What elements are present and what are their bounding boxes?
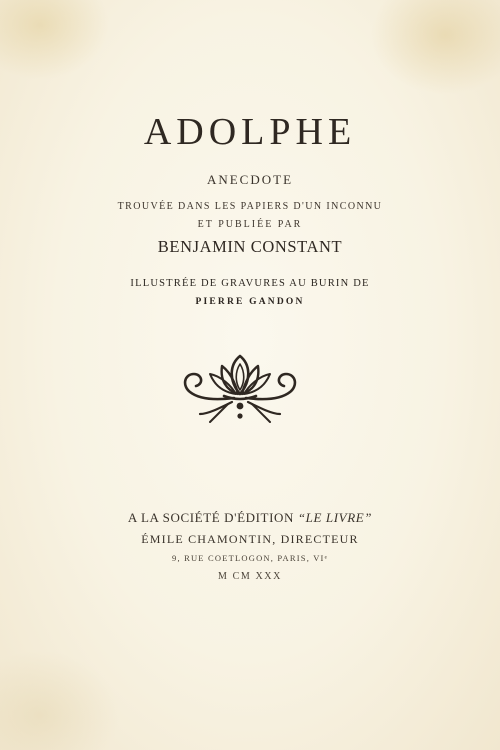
found-line: TROUVÉE DANS LES PAPIERS D'UN INCONNU xyxy=(117,201,383,212)
author-name: BENJAMIN CONSTANT xyxy=(157,237,343,256)
illustrator-name: PIERRE GANDON xyxy=(195,297,305,307)
publisher-prefix: A LA SOCIÉTÉ D'ÉDITION xyxy=(127,510,298,525)
publisher-line xyxy=(0,510,500,526)
paper-stain xyxy=(0,650,120,750)
paper-stain xyxy=(370,0,500,95)
published-line: ET PUBLIÉE PAR xyxy=(197,219,303,230)
publication-year: M CM XXX xyxy=(218,571,282,582)
publisher-name: “LE LIVRE” xyxy=(297,510,373,525)
paper-stain xyxy=(0,0,110,80)
lotus-flourish-icon xyxy=(178,350,302,426)
illustrated-line: ILLUSTRÉE DE GRAVURES AU BURIN DE xyxy=(130,278,370,289)
book-title: ADOLPHE xyxy=(143,111,357,153)
director-line: ÉMILE CHAMONTIN, DIRECTEUR xyxy=(141,532,359,546)
address-line: 9, RUE COETLOGON, PARIS, VIᵉ xyxy=(172,553,328,563)
book-subtitle: ANECDOTE xyxy=(206,172,294,187)
